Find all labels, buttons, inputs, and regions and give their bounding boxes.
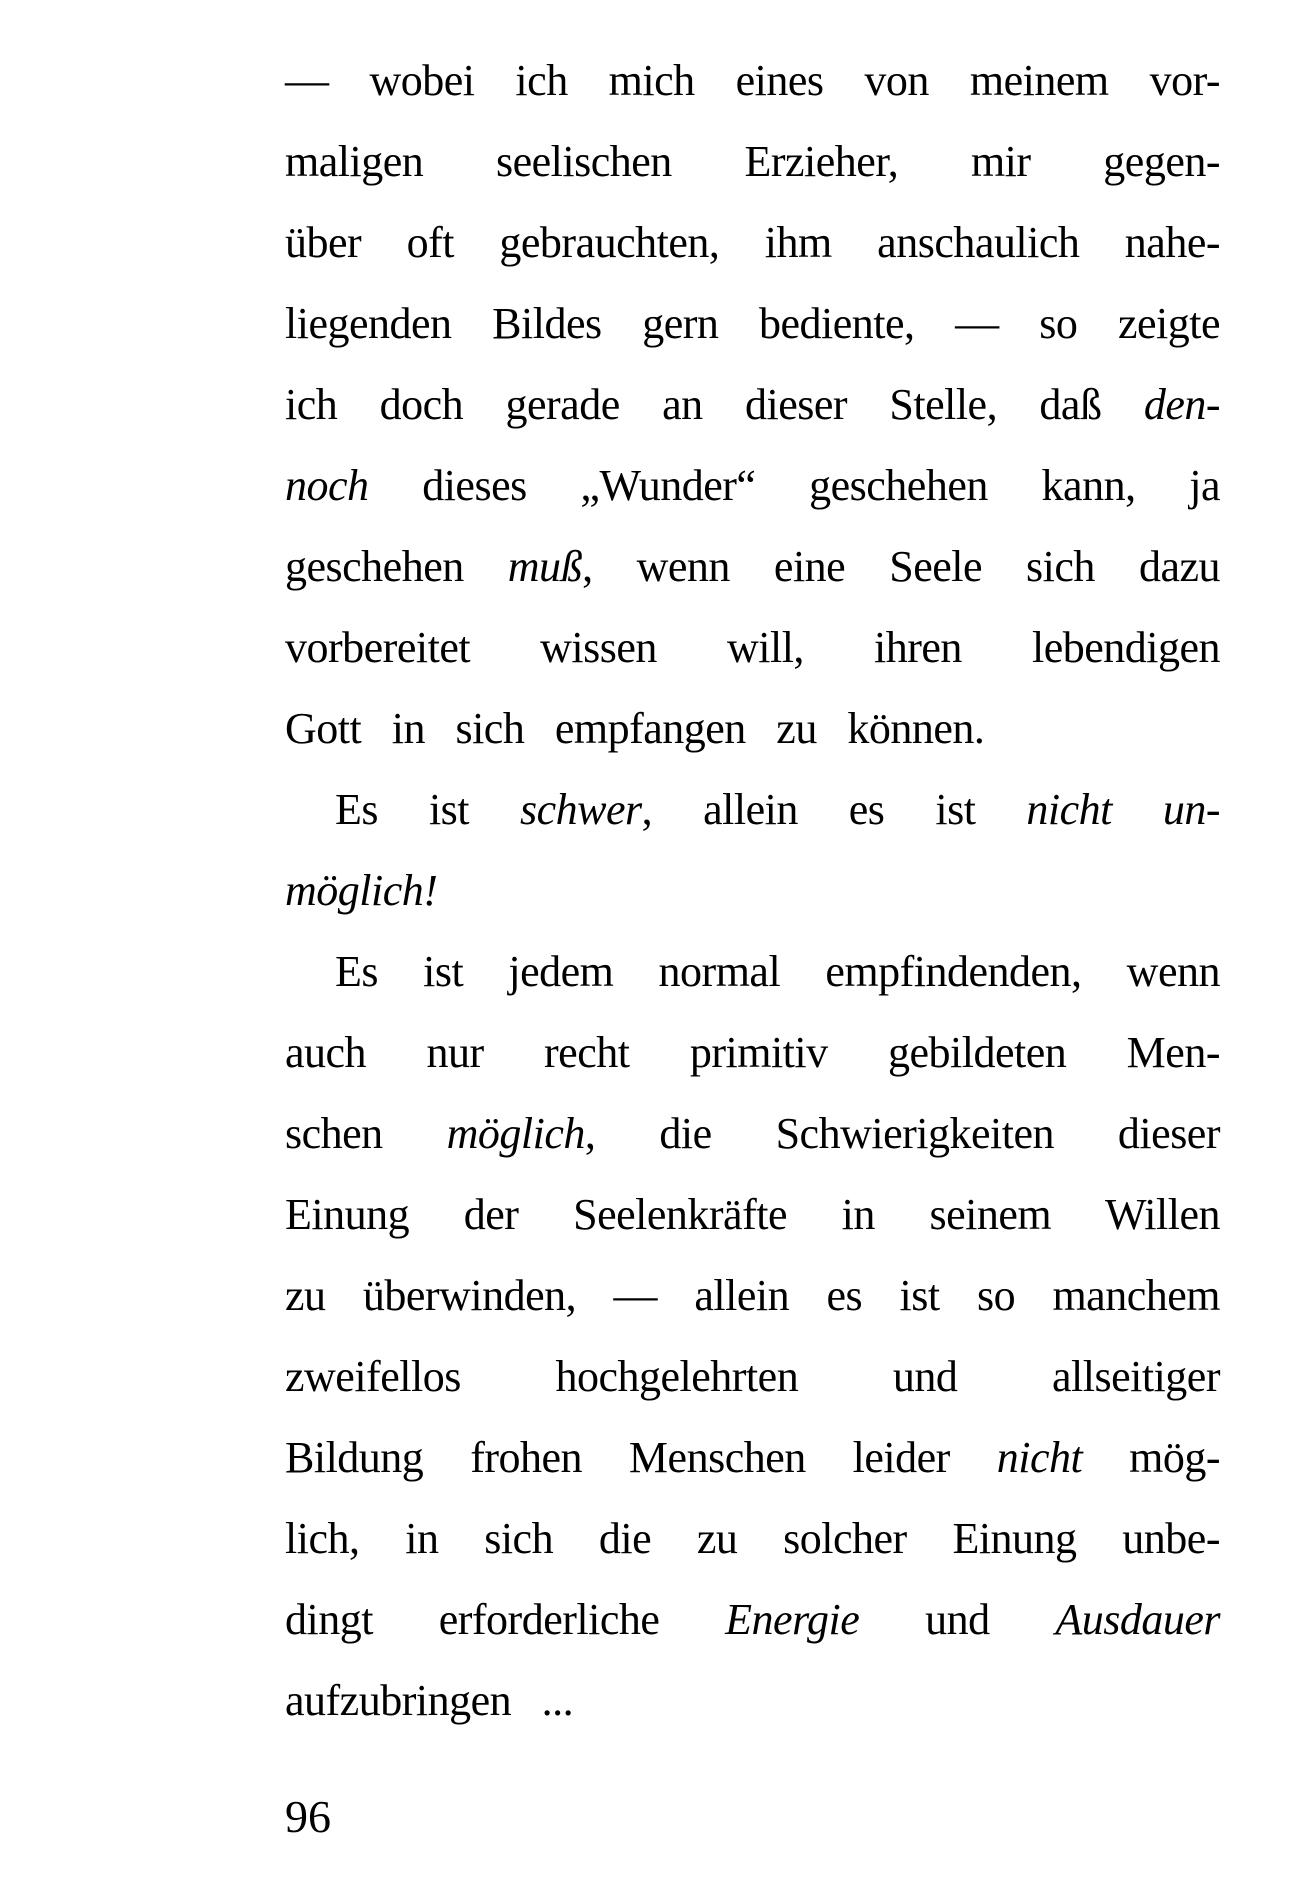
text-line (285, 1417, 1220, 1498)
text-line (285, 1255, 1220, 1336)
text-segment: geschehen (285, 542, 508, 591)
text-line (285, 445, 1220, 526)
emphasized-text: nicht un- (1026, 785, 1220, 834)
emphasized-text: Ausdauer (1055, 1595, 1220, 1644)
text-line (285, 283, 1220, 364)
text-line (285, 607, 1220, 688)
text-line (285, 1093, 1220, 1174)
text-segment: liegenden Bildes gern bediente, — so zeigte (285, 299, 1220, 348)
emphasized-text: nicht (996, 1433, 1083, 1482)
paragraph-2 (285, 769, 1220, 931)
text-line (285, 202, 1220, 283)
text-segment: — wobei ich mich eines von meinem vor- (285, 56, 1220, 105)
text-segment: mög- (1082, 1433, 1220, 1482)
text-line (285, 1579, 1220, 1660)
emphasized-text: schwer (519, 785, 642, 834)
text-line (285, 40, 1220, 121)
text-line (285, 1660, 1220, 1741)
text-segment: zu überwinden, — allein es ist so manchem (285, 1271, 1220, 1320)
emphasized-text: den- (1143, 380, 1220, 429)
text-line (285, 364, 1220, 445)
text-segment: vorbereitet wissen will, ihren lebendigen (285, 623, 1220, 672)
emphasized-text: noch (285, 461, 369, 510)
text-segment: ich doch gerade an dieser Stelle, daß (285, 380, 1144, 429)
paragraph-1 (285, 40, 1220, 769)
text-segment: schen (285, 1109, 447, 1158)
text-segment: , wenn eine Seele sich dazu (582, 542, 1220, 591)
text-segment: dieses „Wunder“ geschehen kann, ja (368, 461, 1220, 510)
text-line (285, 1498, 1220, 1579)
emphasized-text: möglich (446, 1109, 585, 1158)
text-line (285, 1336, 1220, 1417)
text-segment: Es ist jedem normal empfindenden, wenn (335, 947, 1220, 996)
text-segment: lich, in sich die zu solcher Einung unbe- (285, 1514, 1220, 1563)
text-segment: aufzubringen ... (285, 1676, 574, 1725)
text-segment: Gott in sich empfangen zu können. (285, 704, 985, 753)
emphasized-text: muß (507, 542, 583, 591)
text-segment: Es ist (335, 785, 520, 834)
text-line (285, 850, 1220, 931)
emphasized-text: Energie (725, 1595, 860, 1644)
text-line (285, 688, 1220, 769)
text-line (285, 526, 1220, 607)
text-segment: , die Schwierigkeiten dieser (584, 1109, 1220, 1158)
text-segment: auch nur recht primitiv gebildeten Men- (285, 1028, 1220, 1077)
body-text (285, 40, 1220, 1741)
text-segment: dingt erforderliche (285, 1595, 726, 1644)
text-segment: Bildung frohen Menschen leider (285, 1433, 997, 1482)
text-segment: über oft gebrauchten, ihm anschaulich nahe- (285, 218, 1220, 267)
text-line (285, 1174, 1220, 1255)
text-segment: , allein es ist (641, 785, 1027, 834)
text-line (285, 931, 1220, 1012)
text-line (285, 121, 1220, 202)
page-number: 96 (285, 1791, 331, 1842)
text-segment: zweifellos hochgelehrten und allseitiger (285, 1352, 1220, 1401)
text-line (285, 1012, 1220, 1093)
text-segment: maligen seelischen Erzieher, mir gegen- (285, 137, 1220, 186)
emphasized-text: möglich! (285, 866, 438, 915)
text-segment: Einung der Seelenkräfte in seinem Willen (285, 1190, 1220, 1239)
text-segment: und (859, 1595, 1056, 1644)
text-line (285, 769, 1220, 850)
paragraph-3 (285, 931, 1220, 1741)
